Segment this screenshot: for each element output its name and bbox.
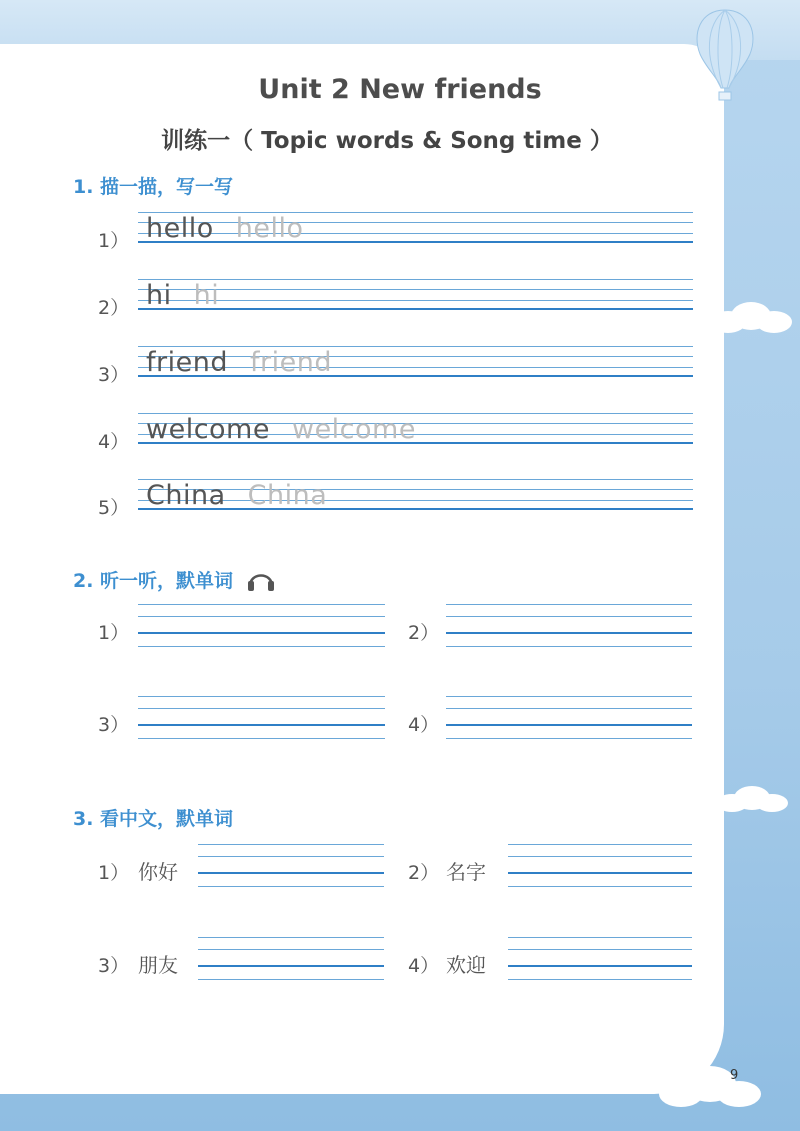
answer-line[interactable] [446, 696, 692, 740]
trace-word: hello [146, 213, 214, 244]
page-number: 9 [730, 1068, 739, 1083]
trace-word: friend [146, 347, 228, 378]
item-number: 3） [98, 364, 130, 386]
cloud-icon [655, 1064, 765, 1110]
writing-guide-lines [138, 279, 693, 311]
item-number: 4） [408, 955, 440, 977]
item-number: 2） [98, 297, 130, 319]
item-number: 2） [408, 862, 440, 884]
answer-line[interactable] [198, 937, 384, 981]
item-number: 2） [408, 622, 440, 644]
section-3-heading: 3. 看中文，默单词 [73, 808, 234, 830]
item-number: 4） [98, 431, 130, 453]
chinese-prompt: 名字 [446, 860, 486, 884]
answer-line[interactable] [138, 604, 385, 648]
answer-line[interactable] [508, 844, 692, 888]
trace-word: welcome [146, 414, 270, 445]
item-number: 4） [408, 714, 440, 736]
unit-title: Unit 2 New friends [258, 74, 542, 105]
chinese-prompt: 朋友 [138, 953, 178, 977]
section-2-heading-text: 2. 听一听，默单词 [73, 570, 234, 592]
trace-row-3 [146, 347, 332, 378]
item-number: 3） [98, 714, 130, 736]
answer-line[interactable] [446, 604, 692, 648]
section-2-heading [73, 566, 276, 593]
trace-row-4 [146, 414, 416, 445]
trace-row-5 [146, 480, 327, 511]
item-number: 1） [98, 862, 130, 884]
item-number: 3） [98, 955, 130, 977]
answer-line[interactable] [198, 844, 384, 888]
answer-line[interactable] [508, 937, 692, 981]
trace-word: hi [146, 280, 172, 311]
item-number: 1） [98, 622, 130, 644]
trace-word: China [146, 480, 226, 511]
item-number: 1） [98, 230, 130, 252]
trace-word-faded: hi [193, 280, 220, 311]
chinese-prompt: 你好 [138, 860, 178, 884]
trace-row-1 [146, 213, 304, 244]
trace-word-faded: hello [235, 213, 304, 244]
headphones-icon [246, 566, 276, 592]
cloud-icon [706, 300, 796, 336]
trace-word-faded: friend [249, 347, 332, 378]
item-number: 5） [98, 497, 130, 519]
exercise-subtitle: 训练一（ Topic words & Song time ） [161, 128, 613, 154]
cloud-icon [712, 785, 792, 815]
answer-line[interactable] [138, 696, 385, 740]
trace-word-faded: China [247, 480, 328, 511]
trace-row-2 [146, 280, 219, 311]
trace-word-faded: welcome [291, 414, 416, 445]
section-1-heading: 1. 描一描，写一写 [73, 176, 234, 198]
chinese-prompt: 欢迎 [446, 953, 486, 977]
